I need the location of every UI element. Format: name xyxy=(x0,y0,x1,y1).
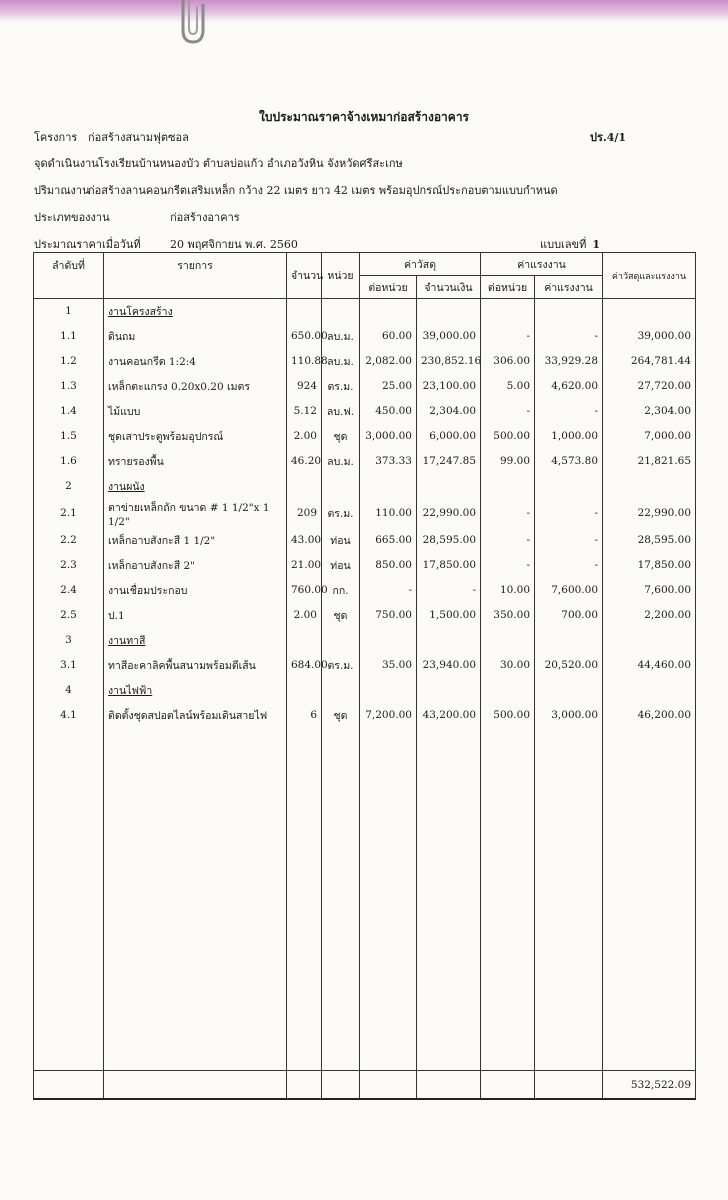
row-labor-per-unit: - xyxy=(481,399,535,424)
row-no: 2.4 xyxy=(34,578,104,603)
row-labor-amount xyxy=(535,628,603,653)
type-value: ก่อสร้างอาคาร xyxy=(170,211,240,224)
row-item: ทรายรองพื้น xyxy=(104,449,287,474)
row-unit: ตร.ม. xyxy=(322,499,360,528)
row-material-amount xyxy=(417,299,481,324)
row-total: 22,990.00 xyxy=(603,499,696,528)
table-row xyxy=(34,703,696,728)
row-qty xyxy=(287,678,322,703)
row-unit: กก. xyxy=(322,578,360,603)
row-material-per-unit: 3,000.00 xyxy=(360,424,417,449)
row-item: เหล็กอาบสังกะสี 1 1/2" xyxy=(104,528,287,553)
project-value: ก่อสร้างสนามฟุตซอล xyxy=(88,131,189,144)
row-material-per-unit: 850.00 xyxy=(360,553,417,578)
row-item: งานไฟฟ้า xyxy=(104,678,287,703)
row-item: ติดตั้งชุดสปอตไลน์พร้อมเดินสายไฟ xyxy=(104,703,287,728)
table-row xyxy=(34,499,696,528)
row-no: 1.6 xyxy=(34,449,104,474)
col-item: รายการ xyxy=(104,253,287,299)
row-item: งานเชื่อมประกอบ xyxy=(104,578,287,603)
row-labor-per-unit: 99.00 xyxy=(481,449,535,474)
row-material-per-unit: - xyxy=(360,578,417,603)
row-total: 21,821.65 xyxy=(603,449,696,474)
row-labor-amount: 4,573.80 xyxy=(535,449,603,474)
row-no: 1.2 xyxy=(34,349,104,374)
row-unit: ท่อน xyxy=(322,553,360,578)
table-row xyxy=(34,653,696,678)
row-no: 2.1 xyxy=(34,499,104,528)
scope-label: ปริมาณงาน xyxy=(34,184,90,197)
col-material-per-unit: ต่อหน่วย xyxy=(360,276,417,299)
row-labor-per-unit xyxy=(481,678,535,703)
table-row xyxy=(34,603,696,628)
table-header xyxy=(34,253,696,299)
row-total: 264,781.44 xyxy=(603,349,696,374)
row-labor-amount: 33,929.28 xyxy=(535,349,603,374)
row-material-per-unit: 35.00 xyxy=(360,653,417,678)
row-unit xyxy=(322,678,360,703)
row-labor-amount: 4,620.00 xyxy=(535,374,603,399)
row-item: ทาสีอะคาลิคพื้นสนามพร้อมตีเส้น xyxy=(104,653,287,678)
row-labor-per-unit: - xyxy=(481,324,535,349)
row-total: 39,000.00 xyxy=(603,324,696,349)
row-qty xyxy=(287,299,322,324)
row-material-amount xyxy=(417,628,481,653)
row-unit xyxy=(322,628,360,653)
row-material-amount: - xyxy=(417,578,481,603)
row-material-per-unit xyxy=(360,299,417,324)
row-unit: ลบ.ฟ. xyxy=(322,399,360,424)
row-labor-amount xyxy=(535,678,603,703)
row-labor-amount: 3,000.00 xyxy=(535,703,603,728)
plan-value: 1 xyxy=(592,238,600,251)
row-unit: ชุด xyxy=(322,424,360,449)
document-title: ใบประมาณราคาจ้างเหมาก่อสร้างอาคาร xyxy=(259,110,469,124)
row-item: งานทาสี xyxy=(104,628,287,653)
row-no: 1.3 xyxy=(34,374,104,399)
row-total: 28,595.00 xyxy=(603,528,696,553)
row-total xyxy=(603,628,696,653)
project-row xyxy=(34,128,189,146)
row-no: 1.1 xyxy=(34,324,104,349)
row-item: เหล็กตะแกรง 0.20x0.20 เมตร xyxy=(104,374,287,399)
table-row xyxy=(34,399,696,424)
row-qty: 6 xyxy=(287,703,322,728)
col-material: ค่าวัสดุ xyxy=(360,253,481,276)
row-labor-per-unit: 5.00 xyxy=(481,374,535,399)
form-code: ปร.4/1 xyxy=(590,131,627,144)
row-material-amount: 23,940.00 xyxy=(417,653,481,678)
row-no: 2.2 xyxy=(34,528,104,553)
row-unit: ท่อน xyxy=(322,528,360,553)
row-material-per-unit xyxy=(360,474,417,499)
paperclip-icon xyxy=(175,0,215,46)
row-material-amount xyxy=(417,474,481,499)
row-total: 7,000.00 xyxy=(603,424,696,449)
row-labor-amount xyxy=(535,474,603,499)
row-labor-amount: - xyxy=(535,553,603,578)
row-item: ดินถม xyxy=(104,324,287,349)
col-no: ลำดับที่ xyxy=(34,253,104,299)
col-labor-amount: ค่าแรงงาน xyxy=(535,276,603,299)
date-label: ประมาณราคาเมื่อวันที่ xyxy=(34,238,141,251)
type-row xyxy=(34,208,240,226)
row-labor-per-unit: 10.00 xyxy=(481,578,535,603)
table-row xyxy=(34,553,696,578)
row-labor-per-unit: - xyxy=(481,528,535,553)
row-material-amount xyxy=(417,678,481,703)
grand-total: 532,522.09 xyxy=(603,1071,696,1100)
row-labor-amount: - xyxy=(535,499,603,528)
row-qty: 110.88 xyxy=(287,349,322,374)
row-total xyxy=(603,678,696,703)
row-unit: ชุด xyxy=(322,703,360,728)
row-item: ตาข่ายเหล็กถัก ขนาด # 1 1/2"x 1 1/2" xyxy=(104,499,287,528)
row-labor-per-unit: 350.00 xyxy=(481,603,535,628)
row-material-amount: 2,304.00 xyxy=(417,399,481,424)
row-labor-per-unit: 30.00 xyxy=(481,653,535,678)
row-no: 1 xyxy=(34,299,104,324)
blank-filler-row xyxy=(34,728,696,1071)
row-material-amount: 17,850.00 xyxy=(417,553,481,578)
row-labor-per-unit xyxy=(481,628,535,653)
row-qty xyxy=(287,474,322,499)
row-item: ป.1 xyxy=(104,603,287,628)
row-material-amount: 6,000.00 xyxy=(417,424,481,449)
row-material-amount: 43,200.00 xyxy=(417,703,481,728)
table-row xyxy=(34,528,696,553)
row-material-per-unit: 2,082.00 xyxy=(360,349,417,374)
row-no: 2.5 xyxy=(34,603,104,628)
row-labor-amount: 700.00 xyxy=(535,603,603,628)
row-qty: 684.00 xyxy=(287,653,322,678)
section-row xyxy=(34,299,696,324)
section-row xyxy=(34,628,696,653)
row-item: เหล็กอาบสังกะสี 2" xyxy=(104,553,287,578)
row-material-amount: 39,000.00 xyxy=(417,324,481,349)
row-material-per-unit xyxy=(360,628,417,653)
row-material-amount: 22,990.00 xyxy=(417,499,481,528)
row-qty: 650.00 xyxy=(287,324,322,349)
row-total xyxy=(603,299,696,324)
type-label: ประเภทของงาน xyxy=(34,211,110,224)
row-qty: 46.20 xyxy=(287,449,322,474)
row-total: 2,304.00 xyxy=(603,399,696,424)
row-material-per-unit: 110.00 xyxy=(360,499,417,528)
row-item: ชุดเสาประตูพร้อมอุปกรณ์ xyxy=(104,424,287,449)
row-labor-per-unit: 500.00 xyxy=(481,703,535,728)
row-labor-amount: 20,520.00 xyxy=(535,653,603,678)
table-row xyxy=(34,449,696,474)
row-labor-per-unit: - xyxy=(481,499,535,528)
row-no: 3.1 xyxy=(34,653,104,678)
row-total: 17,850.00 xyxy=(603,553,696,578)
row-qty: 209 xyxy=(287,499,322,528)
row-total: 7,600.00 xyxy=(603,578,696,603)
row-material-amount: 230,852.16 xyxy=(417,349,481,374)
row-material-per-unit: 750.00 xyxy=(360,603,417,628)
scope-row xyxy=(34,181,558,199)
row-labor-amount: 1,000.00 xyxy=(535,424,603,449)
row-material-per-unit: 25.00 xyxy=(360,374,417,399)
row-item: งานโครงสร้าง xyxy=(104,299,287,324)
row-labor-per-unit xyxy=(481,299,535,324)
row-unit: ลบ.ม. xyxy=(322,324,360,349)
row-labor-per-unit xyxy=(481,474,535,499)
col-total: ค่าวัสดุและแรงงาน xyxy=(603,253,696,299)
row-material-amount: 17,247.85 xyxy=(417,449,481,474)
row-unit xyxy=(322,474,360,499)
row-labor-amount: - xyxy=(535,399,603,424)
col-unit: หน่วย xyxy=(322,253,360,299)
table-row xyxy=(34,374,696,399)
row-labor-amount: - xyxy=(535,324,603,349)
row-unit: ตร.ม. xyxy=(322,653,360,678)
date-row xyxy=(34,235,298,253)
row-item: ไม้แบบ xyxy=(104,399,287,424)
col-labor: ค่าแรงงาน xyxy=(481,253,603,276)
table-row xyxy=(34,324,696,349)
row-unit: ชุด xyxy=(322,603,360,628)
col-labor-per-unit: ต่อหน่วย xyxy=(481,276,535,299)
row-qty: 924 xyxy=(287,374,322,399)
row-material-amount: 23,100.00 xyxy=(417,374,481,399)
scope-value: ก่อสร้างลานคอนกรีตเสริมเหล็ก กว้าง 22 เมตร ยาว 42 เมตร พร้อมอุปกรณ์ประกอบตามแบบกำหนด xyxy=(88,184,558,197)
row-no: 4 xyxy=(34,678,104,703)
plan-label: แบบเลขที่ xyxy=(540,238,587,251)
row-qty xyxy=(287,628,322,653)
project-label: โครงการ xyxy=(34,131,78,144)
top-paper-band xyxy=(0,0,728,22)
row-material-per-unit: 7,200.00 xyxy=(360,703,417,728)
row-no: 3 xyxy=(34,628,104,653)
row-material-amount: 1,500.00 xyxy=(417,603,481,628)
row-unit: ลบ.ม. xyxy=(322,449,360,474)
row-labor-amount xyxy=(535,299,603,324)
agency-row xyxy=(34,154,403,172)
row-qty: 760.00 xyxy=(287,578,322,603)
table-row xyxy=(34,349,696,374)
row-item: งานผนัง xyxy=(104,474,287,499)
row-total: 2,200.00 xyxy=(603,603,696,628)
row-qty: 21.00 xyxy=(287,553,322,578)
row-material-per-unit xyxy=(360,678,417,703)
row-no: 1.5 xyxy=(34,424,104,449)
row-item: งานคอนกรีต 1:2:4 xyxy=(104,349,287,374)
row-unit xyxy=(322,299,360,324)
row-labor-per-unit: 306.00 xyxy=(481,349,535,374)
table-row xyxy=(34,424,696,449)
row-no: 1.4 xyxy=(34,399,104,424)
row-unit: ตร.ม. xyxy=(322,374,360,399)
row-total: 44,460.00 xyxy=(603,653,696,678)
row-material-per-unit: 450.00 xyxy=(360,399,417,424)
row-material-amount: 28,595.00 xyxy=(417,528,481,553)
row-total: 27,720.00 xyxy=(603,374,696,399)
agency-value: โรงเรียนบ้านหนองบัว ตำบลบ่อแก้ว อำเภอวังหิน จังหวัดศรีสะเกษ xyxy=(98,157,403,170)
row-qty: 2.00 xyxy=(287,424,322,449)
row-unit: ลบ.ม. xyxy=(322,349,360,374)
table-body xyxy=(34,299,696,1071)
row-labor-amount: - xyxy=(535,528,603,553)
section-row xyxy=(34,678,696,703)
estimate-table xyxy=(33,252,696,1100)
table-row xyxy=(34,578,696,603)
row-material-per-unit: 60.00 xyxy=(360,324,417,349)
section-row xyxy=(34,474,696,499)
col-material-amount: จำนวนเงิน xyxy=(417,276,481,299)
agency-label: จุดดำเนินงาน xyxy=(34,157,99,170)
row-labor-per-unit: - xyxy=(481,553,535,578)
row-total: 46,200.00 xyxy=(603,703,696,728)
row-qty: 5.12 xyxy=(287,399,322,424)
col-qty: จำนวน xyxy=(287,253,322,299)
row-no: 2 xyxy=(34,474,104,499)
row-no: 4.1 xyxy=(34,703,104,728)
row-qty: 2.00 xyxy=(287,603,322,628)
row-qty: 43.00 xyxy=(287,528,322,553)
date-value: 20 พฤศจิกายน พ.ศ. 2560 xyxy=(170,238,298,251)
row-no: 2.3 xyxy=(34,553,104,578)
plan-number xyxy=(540,235,600,253)
row-labor-per-unit: 500.00 xyxy=(481,424,535,449)
row-material-per-unit: 373.33 xyxy=(360,449,417,474)
row-total xyxy=(603,474,696,499)
row-material-per-unit: 665.00 xyxy=(360,528,417,553)
row-labor-amount: 7,600.00 xyxy=(535,578,603,603)
